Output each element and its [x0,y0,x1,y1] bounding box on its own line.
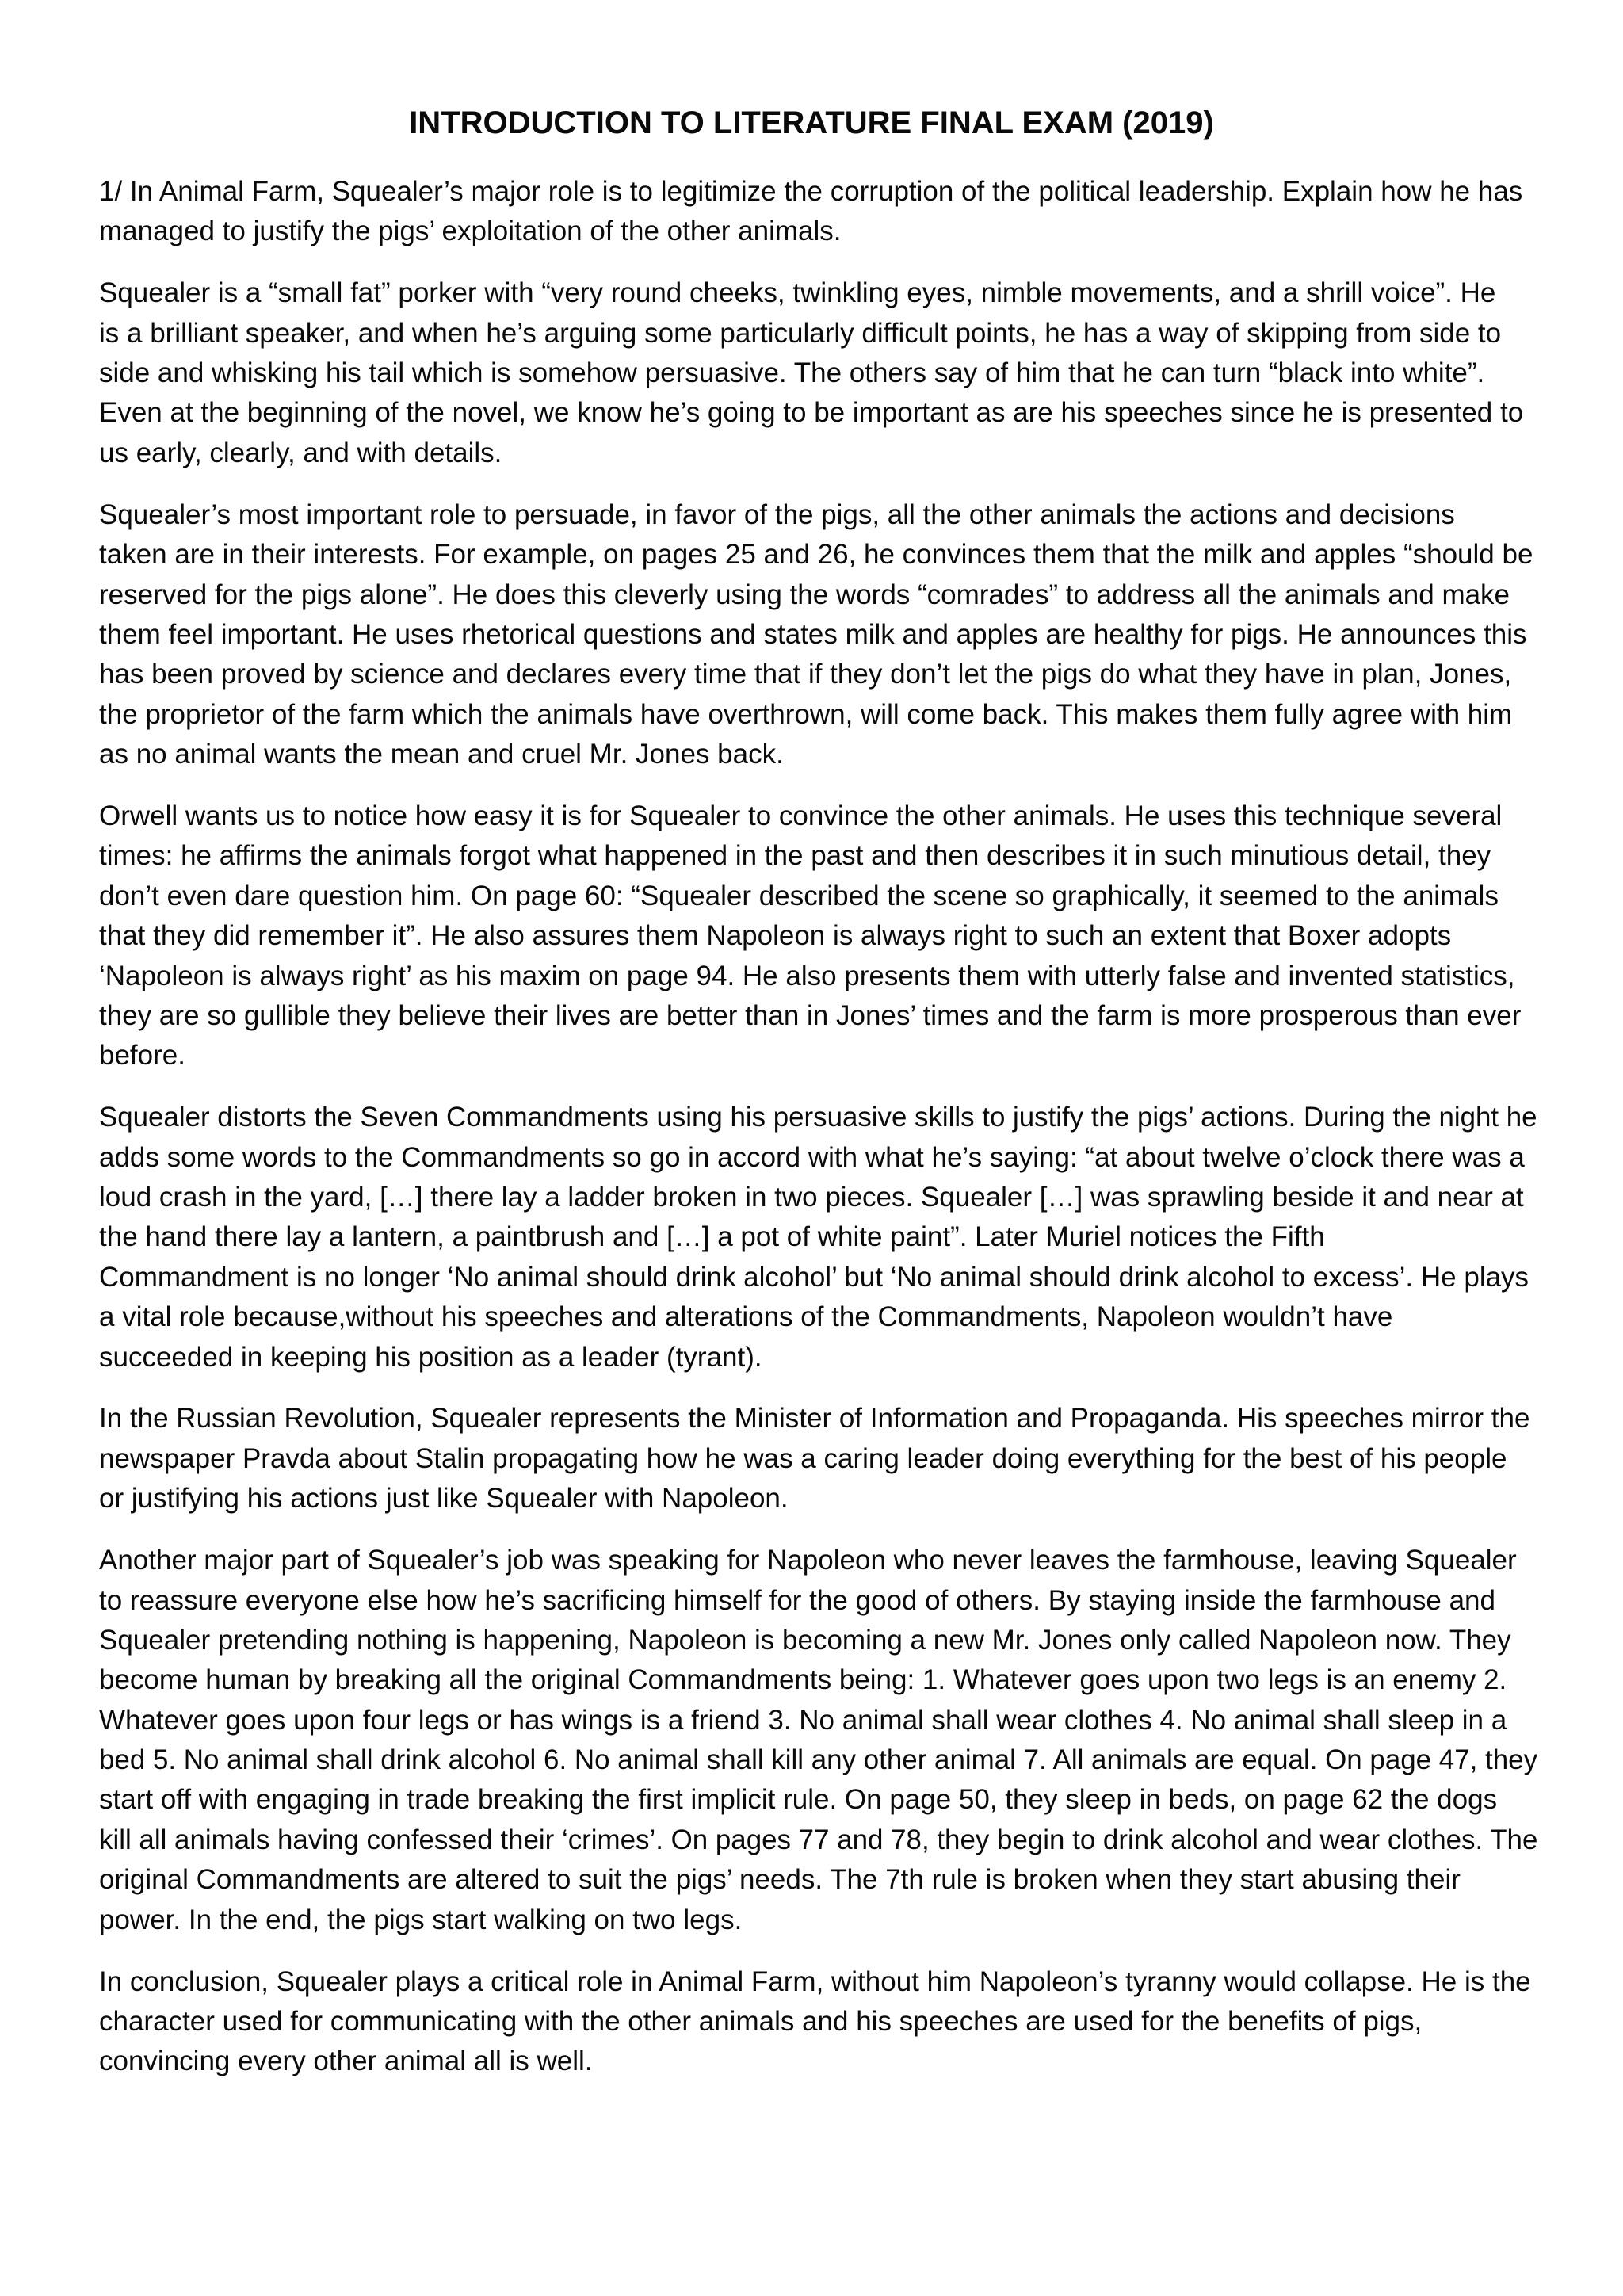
text-line: the proprietor of the farm which the animals have overthrown, will come back. This makes them fully agree with him [99,698,1513,730]
text-line: loud crash in the yard, […] there lay a ladder broken in two pieces. Squealer […] was sprawling beside it and near at [99,1181,1524,1213]
text-line: a vital role because,without his speeches and alterations of the Commandments, Napoleon wouldn’t have [99,1301,1393,1333]
text-line: In conclusion, Squealer plays a critical role in Animal Farm, without him Napoleon’s tyranny would collapse. He is the [99,1966,1531,1997]
text-line: that they did remember it”. He also assures them Napoleon is always right to such an extent that Boxer adopts [99,920,1452,952]
text-line: to reassure everyone else how he’s sacrificing himself for the good of others. By staying inside the farmhouse and [99,1584,1495,1616]
text-line: us early, clearly, and with details. [99,437,502,468]
text-line: Squealer is a “small fat” porker with “very round cheeks, twinkling eyes, nimble movements, and a shrill voice”. He [99,277,1496,309]
text-line: start off with engaging in trade breaking the first implicit rule. On page 50, they sleep in beds, on page 62 the dogs [99,1784,1498,1816]
answer-paragraph [99,495,1537,775]
text-line: In the Russian Revolution, Squealer represents the Minister of Information and Propaganda. His speeches mirror the [99,1403,1530,1435]
text-line: Commandment is no longer ‘No animal should drink alcohol’ but ‘No animal should drink alcohol to excess’. He plays [99,1261,1529,1293]
text-line: or justifying his actions just like Squealer with Napoleon. [99,1483,789,1515]
text-line: 1/ In Animal Farm, Squealer’s major role is to legitimize the corruption of the political leadership. Explain how he has [99,176,1523,207]
answer-paragraph [99,1962,1537,2082]
text-line: them feel important. He uses rhetorical questions and states milk and apples are healthy for pigs. He announces this [99,618,1527,650]
text-line: character used for communicating with the other animals and his speeches are used for the benefits of pigs, [99,2005,1423,2037]
text-line: newspaper Pravda about Stalin propagating how he was a caring leader doing everything for the best of his people [99,1442,1507,1474]
text-line: Even at the beginning of the novel, we know he’s going to be important as are his speeches since he is presented to [99,397,1524,429]
text-line: Another major part of Squealer’s job was speaking for Napoleon who never leaves the farmhouse, leaving Squealer [99,1545,1517,1576]
text-line: Squealer pretending nothing is happening, Napoleon is becoming a new Mr. Jones only called Napoleon now. They [99,1624,1511,1656]
question-prompt [99,172,1537,252]
text-line: power. In the end, the pigs start walking on two legs. [99,1904,743,1935]
answer-paragraph [99,1098,1537,1377]
text-line: the hand there lay a lantern, a paintbrush and […] a pot of white paint”. Later Muriel notices the Fifth [99,1221,1325,1253]
text-line: succeeded in keeping his position as a leader (tyrant). [99,1341,762,1373]
answer-paragraph [99,797,1537,1076]
answer-paragraph [99,273,1537,473]
text-line: Orwell wants us to notice how easy it is for Squealer to convince the other animals. He uses this technique several [99,800,1503,831]
text-line: taken are in their interests. For example, on pages 25 and 26, he convinces them that the milk and apples “should be [99,539,1533,571]
text-line: Whatever goes upon four legs or has wings is a friend 3. No animal shall wear clothes 4. No animal shall sleep in a [99,1704,1507,1736]
text-line: side and whisking his tail which is somehow persuasive. The others say of him that he can turn “black into white”. [99,357,1485,389]
text-line: don’t even dare question him. On page 60: “Squealer described the scene so graphically, it seemed to the animals [99,880,1499,911]
text-line: before. [99,1040,185,1072]
text-line: reserved for the pigs alone”. He does this cleverly using the words “comrades” to address all the animals and make [99,579,1510,610]
text-line: ‘Napoleon is always right’ as his maxim on page 94. He also presents them with utterly false and invented statistics, [99,960,1515,991]
text-line: kill all animals having confessed their ‘crimes’. On pages 77 and 78, they begin to drink alcohol and wear clothes. The [99,1824,1538,1855]
text-line: bed 5. No animal shall drink alcohol 6. No animal shall kill any other animal 7. All animals are equal. On page 47, they [99,1744,1538,1776]
text-line: times: he affirms the animals forgot what happened in the past and then describes it in such minutious detail, they [99,840,1491,872]
text-line: is a brilliant speaker, and when he’s arguing some particularly difficult points, he has a way of skipping from side to [99,317,1502,349]
exam-title: INTRODUCTION TO LITERATURE FINAL EXAM (2019) [409,105,1214,140]
text-line: managed to justify the pigs’ exploitation of the other animals. [99,216,842,247]
answer-paragraph [99,1399,1537,1519]
document-body [99,172,1537,2103]
text-line: original Commandments are altered to suit the pigs’ needs. The 7th rule is broken when they start abusing their [99,1864,1461,1896]
text-line: convincing every other animal all is well. [99,2046,593,2077]
text-line: has been proved by science and declares every time that if they don’t let the pigs do what they have in plan, Jones, [99,659,1512,690]
text-line: as no animal wants the mean and cruel Mr. Jones back. [99,739,784,770]
text-line: Squealer’s most important role to persuade, in favor of the pigs, all the other animals the actions and decisions [99,499,1455,530]
answer-paragraph [99,1541,1537,1940]
text-line: Squealer distorts the Seven Commandments using his persuasive skills to justify the pigs’ actions. During the night he [99,1102,1537,1133]
text-line: they are so gullible they believe their lives are better than in Jones’ times and the farm is more prosperous than ever [99,999,1522,1031]
text-line: adds some words to the Commandments so go in accord with what he’s saying: “at about twelve o’clock there was a [99,1141,1525,1173]
text-line: become human by breaking all the original Commandments being: 1. Whatever goes upon two legs is an enemy 2. [99,1664,1507,1696]
